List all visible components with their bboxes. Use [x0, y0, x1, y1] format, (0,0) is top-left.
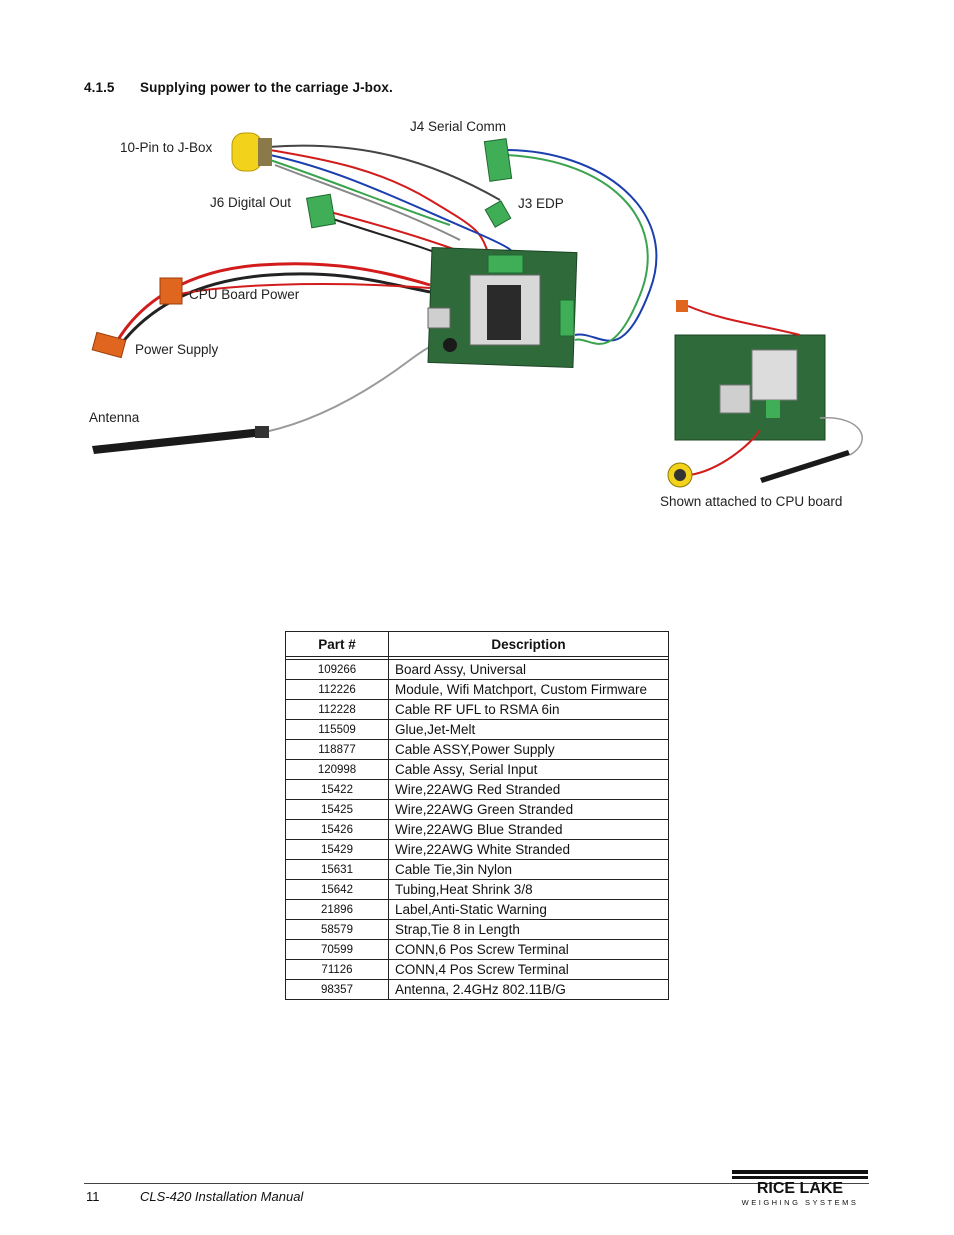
part-number: 70599 [286, 940, 389, 960]
inset-caption: Shown attached to CPU board [660, 494, 843, 509]
circuit-board [428, 248, 577, 368]
callout-j6-digital: J6 Digital Out [210, 195, 292, 210]
table-row [286, 760, 669, 780]
part-description: Wire,22AWG Blue Stranded [389, 820, 669, 840]
table-row [286, 860, 669, 880]
j6-terminal-block [307, 194, 336, 228]
part-description: Wire,22AWG Red Stranded [389, 780, 669, 800]
part-description: Cable RF UFL to RSMA 6in [389, 700, 669, 720]
callout-ten-pin: 10-Pin to J-Box [120, 140, 213, 155]
table-header-row [286, 632, 669, 657]
part-number: 15426 [286, 820, 389, 840]
table-row [286, 800, 669, 820]
header-part: Part # [286, 632, 389, 657]
cpu-power-connector [160, 278, 182, 304]
logo-text: RICE LAKE [756, 1180, 844, 1197]
part-number: 15642 [286, 880, 389, 900]
part-number: 15425 [286, 800, 389, 820]
wiring-figure [0, 0, 954, 560]
part-number: 15429 [286, 840, 389, 860]
callout-antenna: Antenna [89, 410, 140, 425]
part-description: Wire,22AWG White Stranded [389, 840, 669, 860]
part-number: 15422 [286, 780, 389, 800]
part-number: 120998 [286, 760, 389, 780]
parts-table-body [286, 657, 669, 1000]
table-row [286, 780, 669, 800]
callout-power-supply: Power Supply [135, 342, 219, 357]
table-row [286, 880, 669, 900]
page-number: 11 [86, 1189, 100, 1204]
part-description: Glue,Jet-Melt [389, 720, 669, 740]
part-description: CONN,6 Pos Screw Terminal [389, 940, 669, 960]
part-number: 109266 [286, 660, 389, 680]
table-row [286, 700, 669, 720]
table-row [286, 900, 669, 920]
manual-title: CLS-420 Installation Manual [140, 1189, 304, 1204]
table-row [286, 820, 669, 840]
table-row [286, 660, 669, 680]
logo-subtext: WEIGHING SYSTEMS [741, 1198, 859, 1207]
part-description: Cable ASSY,Power Supply [389, 740, 669, 760]
header-description: Description [389, 632, 669, 657]
table-row [286, 840, 669, 860]
part-description: Antenna, 2.4GHz 802.11B/G [389, 980, 669, 1000]
section-number: 4.1.5 [84, 80, 115, 95]
ten-pin-connector [232, 133, 272, 171]
part-number: 58579 [286, 920, 389, 940]
table-row [286, 960, 669, 980]
part-description: Module, Wifi Matchport, Custom Firmware [389, 680, 669, 700]
part-number: 118877 [286, 740, 389, 760]
part-number: 21896 [286, 900, 389, 920]
callout-j3-edp: J3 EDP [518, 196, 564, 211]
rice-lake-logo [730, 1170, 870, 1210]
callout-j4-serial: J4 Serial Comm [410, 119, 507, 134]
part-number: 98357 [286, 980, 389, 1000]
part-number: 112226 [286, 680, 389, 700]
table-row [286, 980, 669, 1000]
cpu-board-inset [668, 300, 862, 487]
table-row [286, 940, 669, 960]
part-number: 71126 [286, 960, 389, 980]
table-row [286, 680, 669, 700]
part-description: Label,Anti-Static Warning [389, 900, 669, 920]
table-row [286, 920, 669, 940]
part-description: Tubing,Heat Shrink 3/8 [389, 880, 669, 900]
callout-cpu-power: CPU Board Power [189, 287, 300, 302]
part-number: 115509 [286, 720, 389, 740]
part-description: CONN,4 Pos Screw Terminal [389, 960, 669, 980]
part-number: 112228 [286, 700, 389, 720]
parts-table [285, 631, 669, 1000]
part-description: Wire,22AWG Green Stranded [389, 800, 669, 820]
section-title: Supplying power to the carriage J-box. [140, 80, 393, 95]
j4-terminal-block [484, 139, 511, 182]
table-row [286, 720, 669, 740]
part-number: 15631 [286, 860, 389, 880]
part-description: Board Assy, Universal [389, 660, 669, 680]
part-description: Cable Tie,3in Nylon [389, 860, 669, 880]
part-description: Cable Assy, Serial Input [389, 760, 669, 780]
part-description: Strap,Tie 8 in Length [389, 920, 669, 940]
antenna-image [92, 426, 269, 454]
table-row [286, 740, 669, 760]
j3-terminal-block [485, 201, 511, 227]
